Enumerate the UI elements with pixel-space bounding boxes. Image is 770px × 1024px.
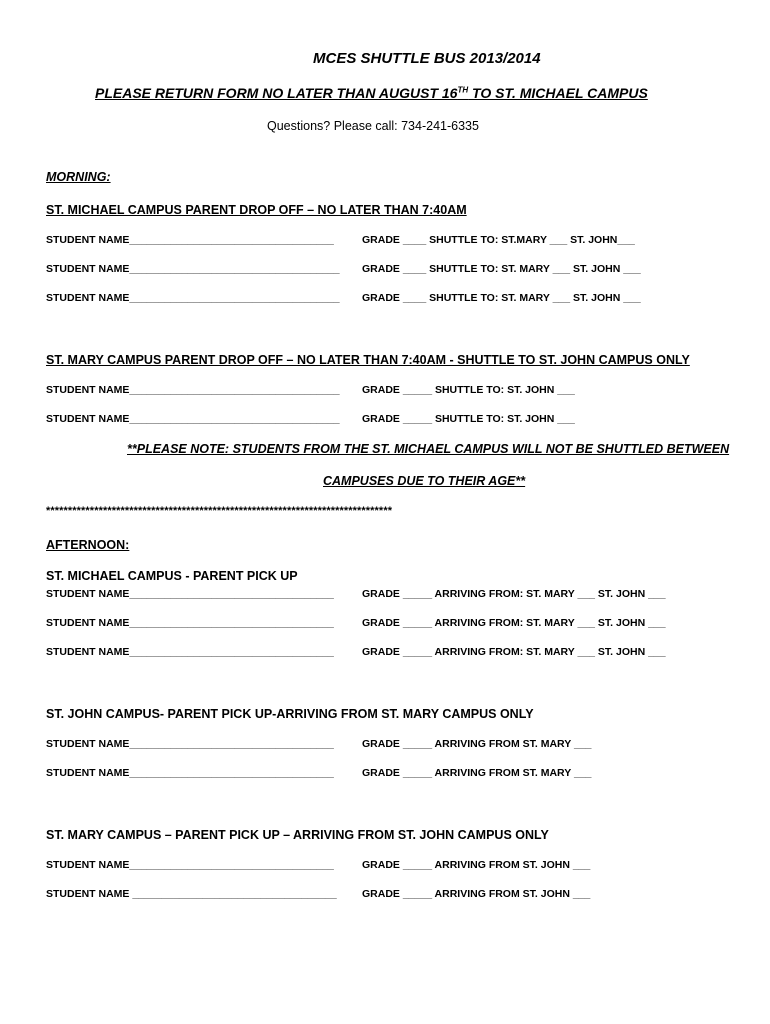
student-name-field[interactable]: STUDENT NAME___________________________________: [46, 767, 334, 779]
afternoon-label: AFTERNOON:: [46, 538, 130, 552]
student-name-field[interactable]: STUDENT NAME___________________________________: [46, 646, 334, 658]
student-name-field[interactable]: STUDENT NAME____________________________________: [46, 384, 340, 396]
questions-phone: Questions? Please call: 734-241-6335: [267, 119, 479, 133]
grade-shuttle-field[interactable]: GRADE ____ SHUTTLE TO: ST. MARY ___ ST. JOHN ___: [362, 292, 641, 304]
st-mary-dropoff-heading: ST. MARY CAMPUS PARENT DROP OFF – NO LATER THAN 7:40AM - SHUTTLE TO ST. JOHN CAMPUS ONLY: [46, 353, 690, 367]
st-john-pickup-heading: ST. JOHN CAMPUS- PARENT PICK UP-ARRIVING FROM ST. MARY CAMPUS ONLY: [46, 707, 534, 721]
section-separator: *******************************************************************************: [46, 505, 393, 517]
age-note-line-2: CAMPUSES DUE TO THEIR AGE**: [323, 474, 526, 488]
st-michael-dropoff-heading: ST. MICHAEL CAMPUS PARENT DROP OFF – NO LATER THAN 7:40AM: [46, 203, 467, 217]
student-name-field[interactable]: STUDENT NAME___________________________________: [46, 738, 334, 750]
grade-shuttle-field[interactable]: GRADE ____ SHUTTLE TO: ST.MARY ___ ST. JOHN___: [362, 234, 635, 246]
student-name-field[interactable]: STUDENT NAME___________________________________: [46, 617, 334, 629]
grade-arriving-field[interactable]: GRADE _____ ARRIVING FROM ST. MARY ___: [362, 738, 592, 750]
st-michael-pickup-heading: ST. MICHAEL CAMPUS - PARENT PICK UP: [46, 569, 298, 583]
student-name-field[interactable]: STUDENT NAME___________________________________: [46, 859, 334, 871]
grade-shuttle-field[interactable]: GRADE _____ SHUTTLE TO: ST. JOHN ___: [362, 413, 575, 425]
student-name-field[interactable]: STUDENT NAME____________________________________: [46, 263, 340, 275]
form-title: MCES SHUTTLE BUS 2013/2014: [313, 50, 541, 67]
morning-label: MORNING:: [46, 170, 111, 184]
grade-shuttle-field[interactable]: GRADE _____ SHUTTLE TO: ST. JOHN ___: [362, 384, 575, 396]
student-name-field[interactable]: STUDENT NAME___________________________________: [46, 234, 334, 246]
grade-arriving-field[interactable]: GRADE _____ ARRIVING FROM ST. MARY ___: [362, 767, 592, 779]
student-name-field[interactable]: STUDENT NAME ___________________________________: [46, 888, 337, 900]
grade-arriving-field[interactable]: GRADE _____ ARRIVING FROM: ST. MARY ___ ST. JOHN ___: [362, 617, 666, 629]
student-name-field[interactable]: STUDENT NAME____________________________________: [46, 413, 340, 425]
grade-shuttle-field[interactable]: GRADE ____ SHUTTLE TO: ST. MARY ___ ST. JOHN ___: [362, 263, 641, 275]
age-note-line-1: **PLEASE NOTE: STUDENTS FROM THE ST. MICHAEL CAMPUS WILL NOT BE SHUTTLED BETWEEN: [127, 442, 730, 456]
student-name-field[interactable]: STUDENT NAME____________________________________: [46, 292, 340, 304]
grade-arriving-field[interactable]: GRADE _____ ARRIVING FROM: ST. MARY ___ ST. JOHN ___: [362, 646, 666, 658]
grade-arriving-field[interactable]: GRADE _____ ARRIVING FROM ST. JOHN ___: [362, 888, 591, 900]
st-mary-pickup-heading: ST. MARY CAMPUS – PARENT PICK UP – ARRIVING FROM ST. JOHN CAMPUS ONLY: [46, 828, 549, 842]
return-deadline: PLEASE RETURN FORM NO LATER THAN AUGUST 16TH TO ST. MICHAEL CAMPUS: [95, 85, 648, 101]
student-name-field[interactable]: STUDENT NAME___________________________________: [46, 588, 334, 600]
grade-arriving-field[interactable]: GRADE _____ ARRIVING FROM ST. JOHN ___: [362, 859, 591, 871]
grade-arriving-field[interactable]: GRADE _____ ARRIVING FROM: ST. MARY ___ ST. JOHN ___: [362, 588, 666, 600]
